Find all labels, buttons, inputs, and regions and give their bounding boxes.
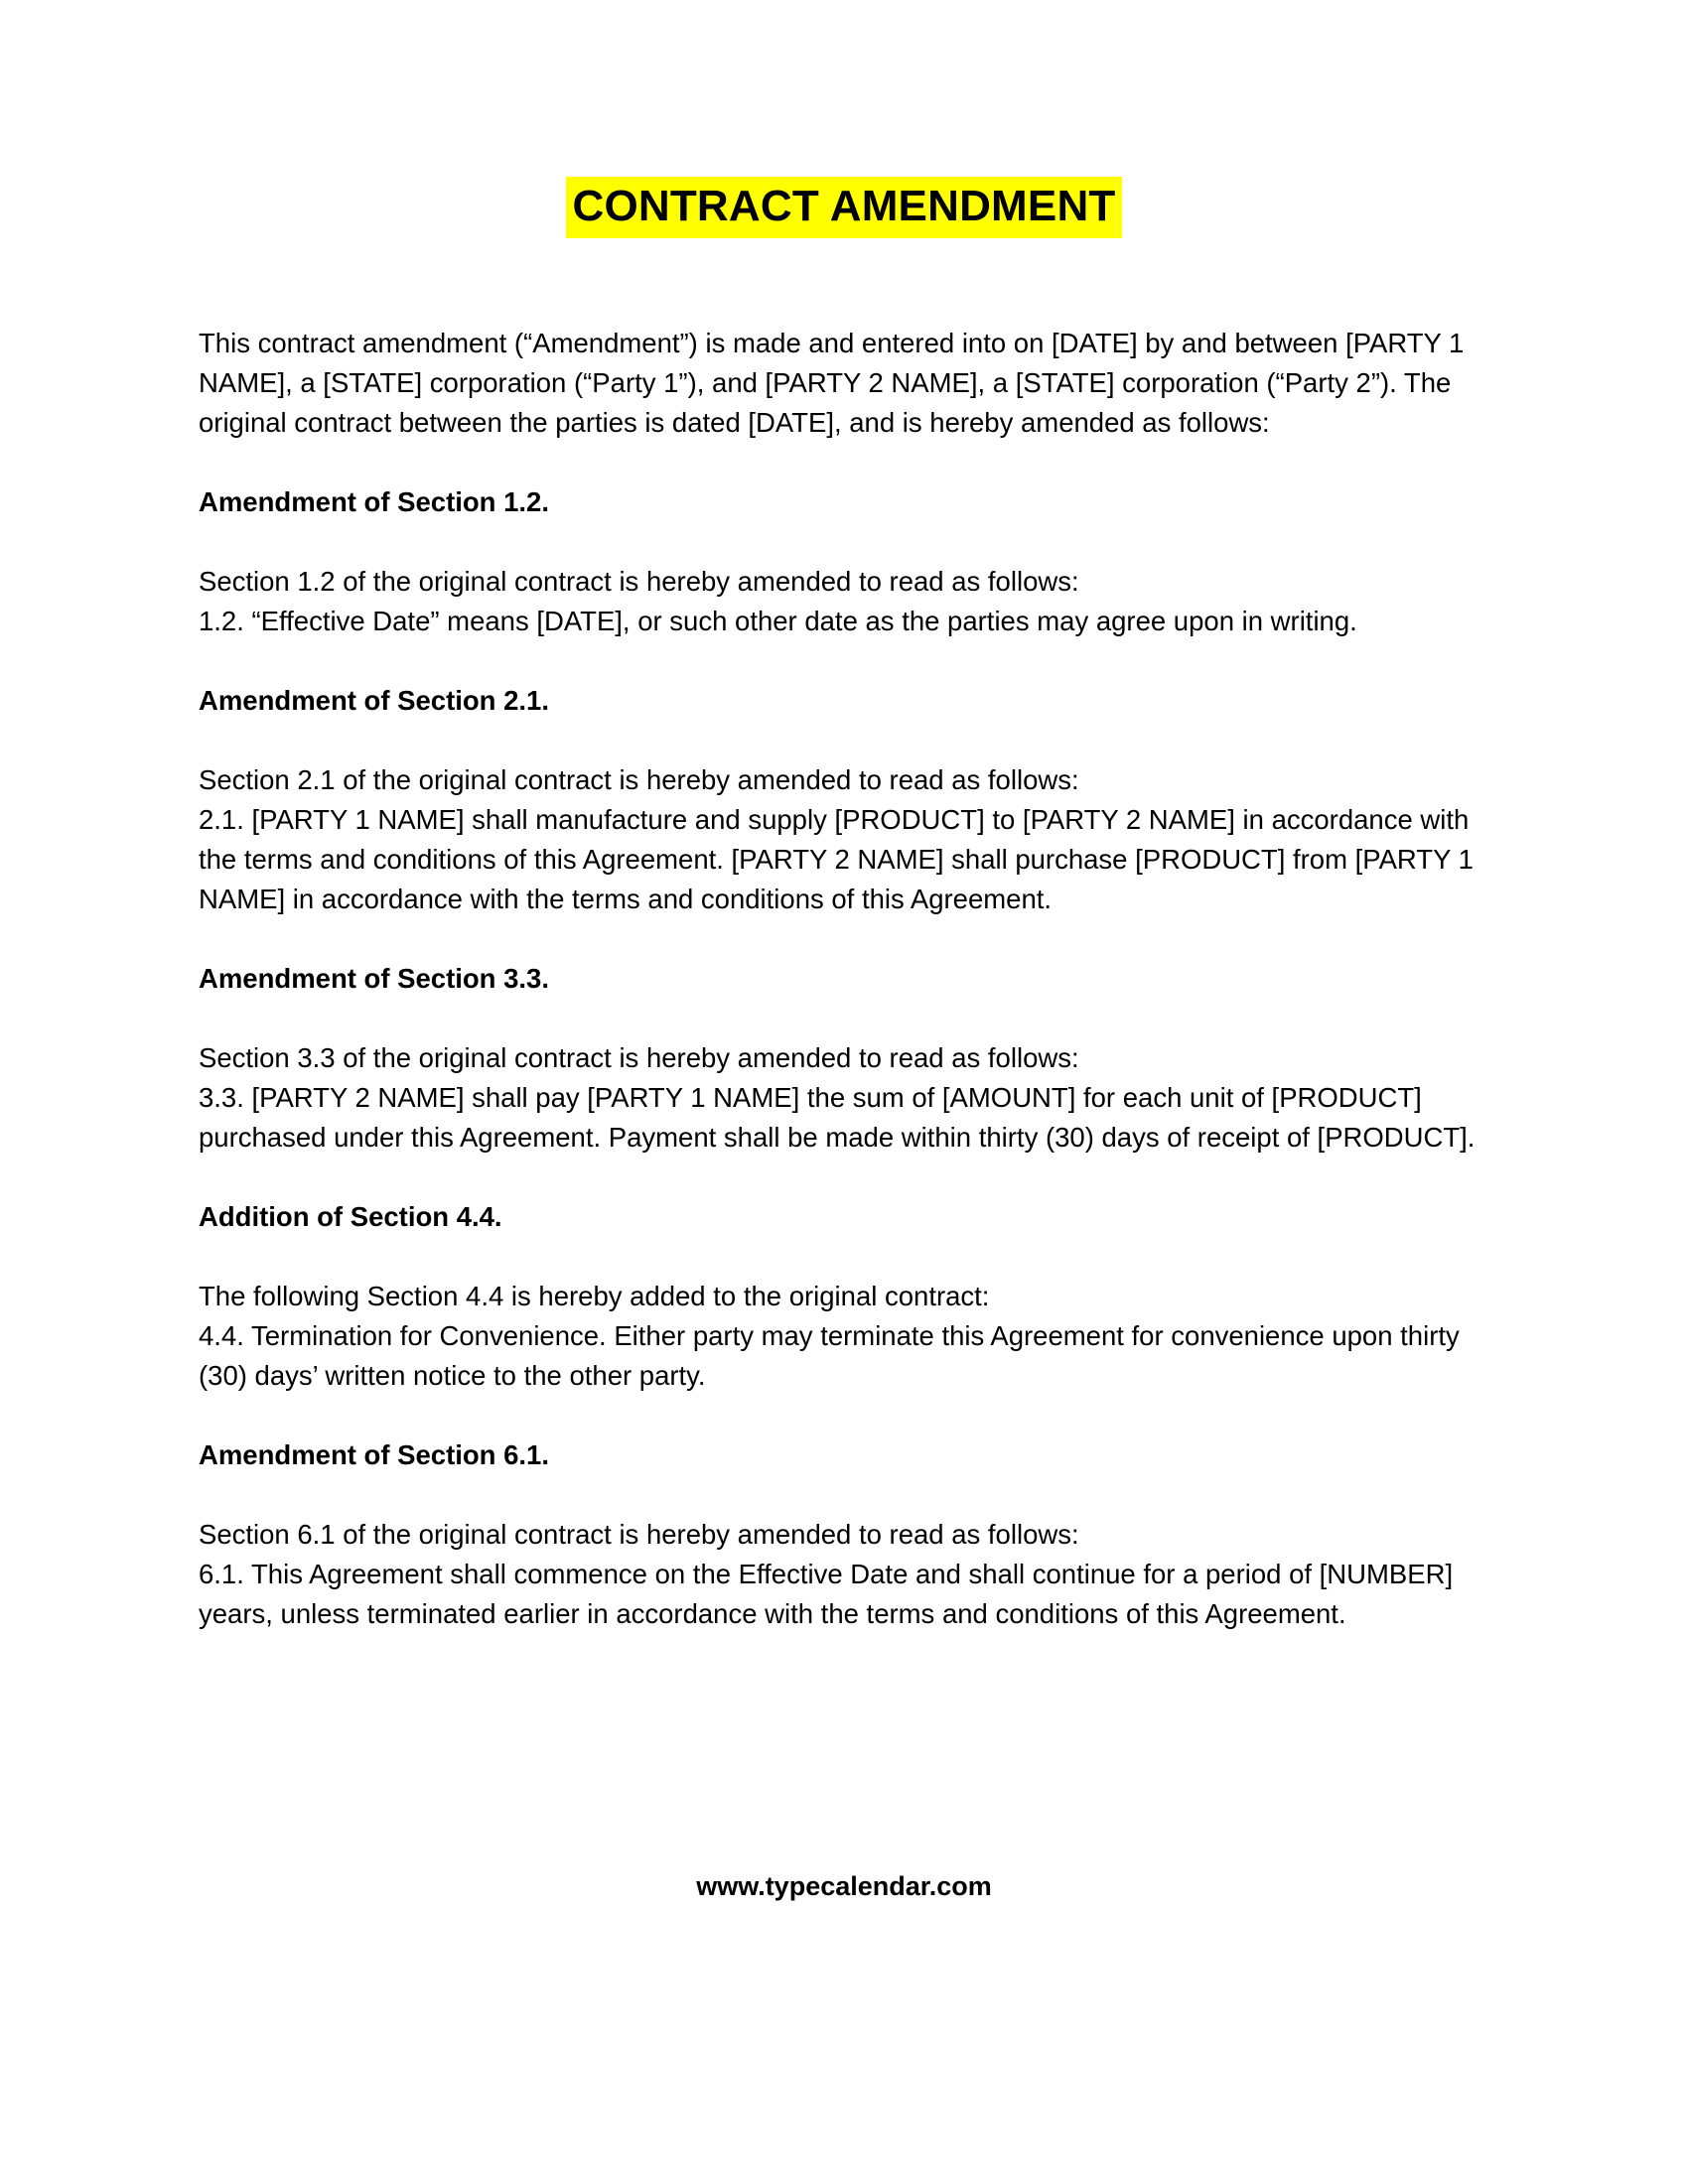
section-lead-6-1: Section 6.1 of the original contract is hereby amended to read as follows: bbox=[199, 1519, 1079, 1551]
paragraph-spacer bbox=[199, 999, 1489, 1038]
section-lead-2-1: Section 2.1 of the original contract is hereby amended to read as follows: bbox=[199, 764, 1079, 796]
paragraph-spacer bbox=[199, 1396, 1489, 1435]
section-lead-1-2: Section 1.2 of the original contract is hereby amended to read as follows: bbox=[199, 566, 1079, 598]
section-body-3-3: 3.3. [PARTY 2 NAME] shall pay [PARTY 1 NAME] the sum of [AMOUNT] for each unit of [PRODUCT] purchased under this Agreement. Payment shall be made within thirty (30) days of receipt of [PRODUCT]. bbox=[199, 1082, 1476, 1154]
section-lead-3-3: Section 3.3 of the original contract is hereby amended to read as follows: bbox=[199, 1042, 1079, 1074]
paragraph-spacer bbox=[199, 1475, 1489, 1515]
section-body-4-4: 4.4. Termination for Convenience. Either party may terminate this Agreement for convenience upon thirty (30) days’ written notice to the other party. bbox=[199, 1320, 1460, 1392]
paragraph-spacer bbox=[199, 522, 1489, 562]
paragraph-spacer bbox=[199, 721, 1489, 760]
page-title: CONTRACT AMENDMENT bbox=[566, 177, 1121, 238]
intro-paragraph: This contract amendment (“Amendment”) is made and entered into on [DATE] by and between [PARTY 1 NAME], a [STATE] corporation (“Party 1”), and [PARTY 2 NAME], a [STATE] corporation (“Party 2”). The original contract between the parties is dated [DATE], and is hereby amended as follows: bbox=[199, 328, 1465, 439]
section-body-1-2: 1.2. “Effective Date” means [DATE], or such other date as the parties may agree upon in writing. bbox=[199, 606, 1357, 637]
section-body-6-1: 6.1. This Agreement shall commence on the Effective Date and shall continue for a period of [NUMBER] years, unless terminated earlier in accordance with the terms and conditions of this Agreement. bbox=[199, 1559, 1454, 1630]
document-content bbox=[199, 0, 1489, 1634]
paragraph-spacer bbox=[199, 443, 1489, 482]
document-title-container bbox=[199, 0, 1489, 238]
section-body-2-1: 2.1. [PARTY 1 NAME] shall manufacture and supply [PRODUCT] to [PARTY 2 NAME] in accordance with the terms and conditions of this Agreement. [PARTY 2 NAME] shall purchase [PRODUCT] from [PARTY 1 NAME] in accordance with the terms and conditions of this Agreement. bbox=[199, 804, 1474, 915]
section-heading-3-3: Amendment of Section 3.3. bbox=[199, 963, 549, 995]
paragraph-spacer bbox=[199, 919, 1489, 959]
section-heading-6-1: Amendment of Section 6.1. bbox=[199, 1439, 549, 1471]
section-lead-4-4: The following Section 4.4 is hereby added to the original contract: bbox=[199, 1281, 990, 1312]
document-body bbox=[199, 324, 1489, 1634]
paragraph-spacer bbox=[199, 641, 1489, 681]
footer-website: www.typecalendar.com bbox=[696, 1871, 992, 1901]
paragraph-spacer bbox=[199, 1158, 1489, 1197]
section-heading-1-2: Amendment of Section 1.2. bbox=[199, 486, 549, 518]
section-heading-4-4: Addition of Section 4.4. bbox=[199, 1201, 502, 1233]
paragraph-spacer bbox=[199, 1237, 1489, 1277]
section-heading-2-1: Amendment of Section 2.1. bbox=[199, 685, 549, 717]
page-footer bbox=[0, 1871, 1688, 1902]
